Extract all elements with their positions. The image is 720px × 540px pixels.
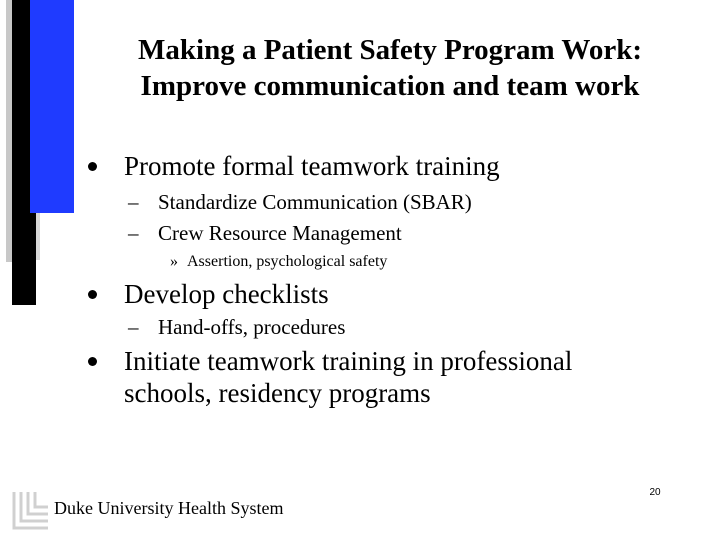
- slide-title-line-1: Making a Patient Safety Program Work:: [138, 34, 642, 66]
- bullet-dot-icon: [88, 357, 97, 366]
- bullet-text-line-2: schools, residency programs: [124, 378, 431, 408]
- bullet-text: Develop checklists: [124, 279, 329, 309]
- sub-bullet-text: Hand-offs, procedures: [158, 315, 346, 339]
- sub-bullet-text: Crew Resource Management: [158, 221, 402, 245]
- bullet-text-line-1: Initiate teamwork training in professional: [124, 346, 573, 376]
- watermark-logo-icon: [8, 488, 54, 534]
- sub-bullet-text: Standardize Communication (SBAR): [158, 190, 472, 214]
- raquo-marker: »: [170, 253, 178, 270]
- dash-marker: –: [128, 221, 139, 245]
- slide-title: [70, 32, 710, 104]
- sub-sub-bullet-text: Assertion, psychological safety: [187, 253, 388, 270]
- bullet-text: Promote formal teamwork training: [124, 151, 500, 181]
- footer-organization: Duke University Health System: [54, 498, 284, 518]
- dash-marker: –: [128, 190, 139, 214]
- page-number: 20: [649, 487, 661, 498]
- dash-marker: –: [128, 315, 139, 339]
- logo-blue-block: [30, 0, 74, 213]
- bullet-dot-icon: [88, 162, 97, 171]
- slide-title-line-2: Improve communication and team work: [140, 70, 640, 102]
- bullet-dot-icon: [88, 290, 97, 299]
